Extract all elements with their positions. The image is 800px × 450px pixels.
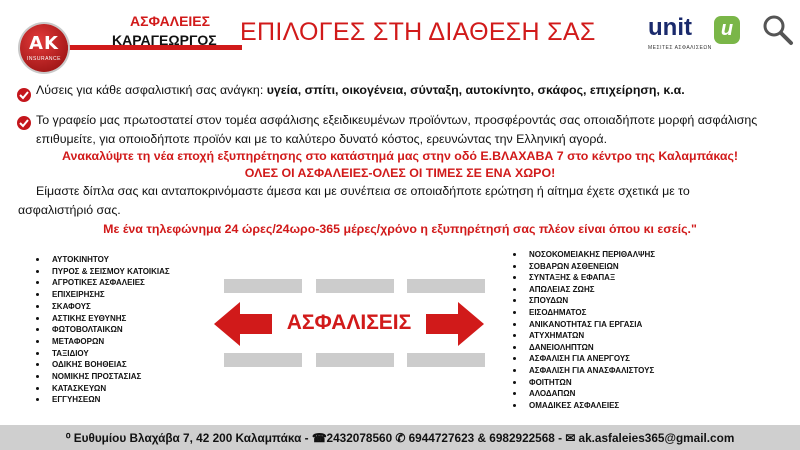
list-item: ΜΕΤΑΦΟΡΩΝ — [36, 336, 170, 348]
insurance-list-right — [513, 249, 655, 411]
unit-partner-logo[interactable] — [648, 14, 750, 54]
list-item: ΦΟΙΤΗΤΩΝ — [513, 377, 655, 389]
footer-address: Ευθυμίου Βλαχάβα 7, 42 200 Καλαμπάκα - — [73, 431, 312, 445]
list-item: ΑΣΦΑΛΙΣΗ ΓΙΑ ΑΝΑΣΦΑΛΙΣΤΟΥΣ — [513, 365, 655, 377]
deco-bar — [407, 353, 485, 367]
list-item: ΕΙΣΟΔΗΜΑΤΟΣ — [513, 307, 655, 319]
footer-phone[interactable]: 2432078560 — [326, 431, 393, 445]
store-announcement: Ανακαλύψτε τη νέα εποχή εξυπηρέτησης στο κατάστημά μας στην οδό Ε.ΒΛΑΧΑΒΑ 7 στο κέντρο της Καλαμπάκας! — [61, 149, 739, 163]
list-item: ΣΥΝΤΑΞΗΣ & ΕΦΑΠΑΞ — [513, 272, 655, 284]
list-item: ΝΟΣΟΚΟΜΕΙΑΚΗΣ ΠΕΡΙΘΑΛΨΗΣ — [513, 249, 655, 261]
check-icon — [17, 116, 31, 130]
partner-tagline: ΜΕΣΙΤΕΣ ΑΣΦΑΛΙΣΕΩΝ — [648, 45, 712, 51]
deco-bar — [407, 279, 485, 293]
list-item: ΕΓΓΥΗΣΕΩΝ — [36, 394, 170, 406]
search-icon[interactable] — [760, 12, 794, 46]
list-item: ΕΠΙΧΕΙΡΗΣΗΣ — [36, 289, 170, 301]
check-icon — [17, 88, 31, 102]
deco-bar — [224, 279, 302, 293]
support-availability: Με ένα τηλεφώνημα 24 ώρες/24ωρο-365 μέρες/χρόνο η εξυπηρέτησή σας πλέον είναι όπου κι εσείς." — [103, 222, 697, 236]
service-text-line2: ασφαλιστήριό σας. — [18, 203, 121, 217]
list-item: ΔΑΝΕΙΟΛΗΠΤΩΝ — [513, 342, 655, 354]
list-item: ΑΝΙΚΑΝΟΤΗΤΑΣ ΓΙΑ ΕΡΓΑΣΙΑ — [513, 319, 655, 331]
list-item: ΑΣΦΑΛΙΣΗ ΓΙΑ ΑΝΕΡΓΟΥΣ — [513, 353, 655, 365]
partner-mark: u — [714, 16, 740, 44]
company-name-line2: ΚΑΡΑΓΕΩΡΓΟΣ — [112, 32, 217, 48]
insurance-list-left — [36, 254, 170, 406]
list-item: ΣΚΑΦΟΥΣ — [36, 301, 170, 313]
deco-bar — [224, 353, 302, 367]
list-item: ΤΑΞΙΔΙΟΥ — [36, 348, 170, 360]
intro-paragraph: Το γραφείο μας πρωτοστατεί στον τομέα ασφάλισης εξειδικευμένων προϊόντων, προσφέροντάς σας οποιαδήποτε μορφή ασφάλισης επιθυμείτε, για οποιοδήποτε προϊόν και με το καλύτερο δυνατό κόστος, ερευνώντας την Ελληνική αγορά. — [36, 113, 758, 146]
list-item: ΑΣΤΙΚΗΣ ΕΥΘΥΝΗΣ — [36, 313, 170, 325]
deco-bar — [316, 279, 394, 293]
mail-icon: ✉ — [565, 431, 576, 445]
logo-subtext: INSURANCE — [27, 56, 61, 62]
footer-mobiles[interactable]: 6944727623 & 6982922568 - — [408, 431, 566, 445]
list-item: ΠΥΡΟΣ & ΣΕΙΣΜΟΥ ΚΑΤΟΙΚΙΑΣ — [36, 266, 170, 278]
list-item: ΑΥΤΟΚΙΝΗΤΟΥ — [36, 254, 170, 266]
list-item: ΣΠΟΥΔΩΝ — [513, 295, 655, 307]
logo-text: AK — [29, 33, 59, 54]
footer-contact — [0, 431, 800, 445]
page-headline: ΕΠΙΛΟΓΕΣ ΣΤΗ ΔΙΑΘΕΣΗ ΣΑΣ — [240, 18, 596, 46]
footer-email[interactable]: ak.asfaleies365@gmail.com — [578, 431, 735, 445]
list-item: ΑΛΟΔΑΠΩΝ — [513, 388, 655, 400]
phone-icon: ☎ — [311, 431, 327, 445]
slogan: ΟΛΕΣ ΟΙ ΑΣΦΑΛΕΙΕΣ-ΟΛΕΣ ΟΙ ΤΙΜΕΣ ΣΕ ΕΝΑ ΧΩΡΟ! — [244, 166, 556, 180]
location-icon: ⁰ — [65, 431, 74, 445]
mobile-icon: ✆ — [395, 431, 406, 445]
list-item: ΝΟΜΙΚΗΣ ΠΡΟΣΤΑΣΙΑΣ — [36, 371, 170, 383]
service-text-line1: Είμαστε δίπλα σας και ανταποκρινόμαστε άμεσα και με συνέπεια σε οποιαδήποτε ερώτηση ή αίτημα έχετε σχετικά με το — [36, 184, 690, 198]
list-item: ΣΟΒΑΡΩΝ ΑΣΘΕΝΕΙΩΝ — [513, 261, 655, 273]
company-name-line1: ΑΣΦΑΛΕΙΕΣ — [130, 13, 211, 29]
list-item: ΟΔΙΚΗΣ ΒΟΗΘΕΙΑΣ — [36, 359, 170, 371]
intro-prefix: Λύσεις για κάθε ασφαλιστική σας ανάγκη: — [36, 83, 267, 97]
list-item: ΑΤΥΧΗΜΑΤΩΝ — [513, 330, 655, 342]
list-item: ΑΠΩΛΕΙΑΣ ΖΩΗΣ — [513, 284, 655, 296]
list-item: ΦΩΤΟΒΟΛΤΑΙΚΩΝ — [36, 324, 170, 336]
ak-logo[interactable] — [20, 24, 68, 72]
intro-line — [36, 83, 796, 97]
intro-highlights: υγεία, σπίτι, οικογένεια, σύνταξη, αυτοκίνητο, σκάφος, επιχείρηση, κ.α. — [266, 83, 685, 97]
insurance-heading: ΑΣΦΑΛΙΣΕΙΣ — [286, 311, 412, 334]
list-item: ΑΓΡΟΤΙΚΕΣ ΑΣΦΑΛΕΙΕΣ — [36, 277, 170, 289]
list-item: ΚΑΤΑΣΚΕΥΩΝ — [36, 383, 170, 395]
list-item: ΟΜΑΔΙΚΕΣ ΑΣΦΑΛΕΙΕΣ — [513, 400, 655, 412]
deco-bar — [316, 353, 394, 367]
partner-name: unit — [648, 14, 692, 41]
